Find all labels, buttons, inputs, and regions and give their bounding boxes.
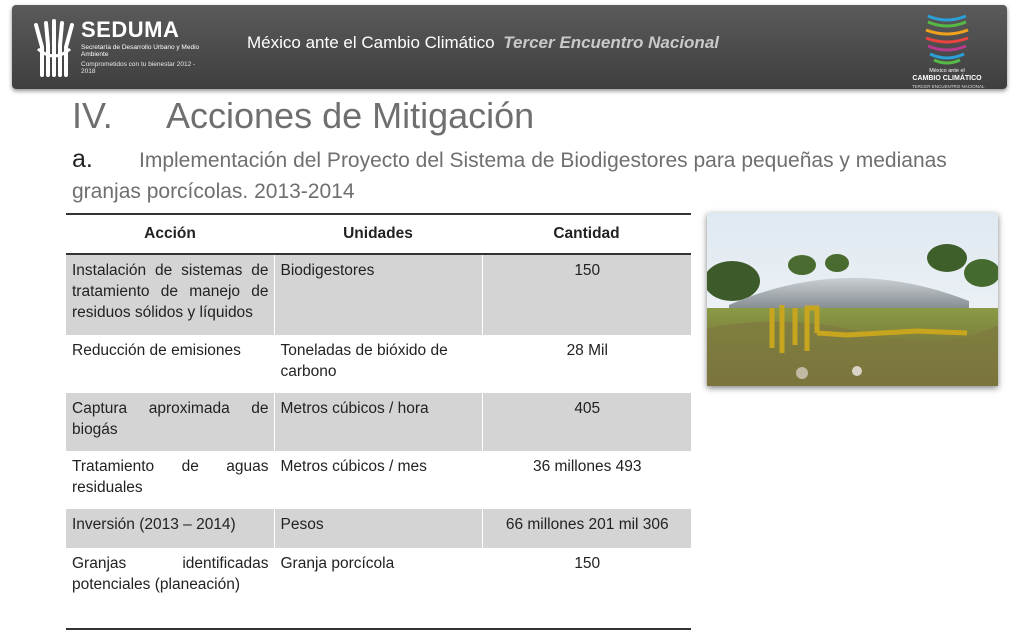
table-row — [66, 335, 691, 393]
subsection-text: Implementación del Proyecto del Sistema de Biodigestores para pequeñas y medianas granjas porcícolas. 2013-2014 — [72, 149, 947, 203]
action-cell: Granjas identificadas potenciales (planeación) — [66, 548, 274, 629]
column-header-quantity: Cantidad — [482, 214, 691, 254]
section-subheading — [72, 144, 952, 207]
units-cell: Metros cúbicos / hora — [274, 393, 482, 451]
units-cell: Metros cúbicos / mes — [274, 451, 482, 509]
quantity-cell: 28 Mil — [482, 335, 691, 393]
event-subtitle: Tercer Encuentro Nacional — [503, 33, 719, 52]
seduma-logo — [32, 19, 202, 83]
quantity-cell: 405 — [482, 393, 691, 451]
section-heading — [72, 95, 534, 137]
units-cell: Toneladas de bióxido de carbono — [274, 335, 482, 393]
section-title: Acciones de Mitigación — [166, 95, 535, 136]
column-header-action: Acción — [66, 214, 274, 254]
logo-name: SEDUMA — [81, 17, 180, 42]
action-cell: Reducción de emisiones — [72, 342, 241, 359]
action-cell: Tratamiento de aguas residuales — [72, 458, 269, 496]
quantity-cell: 36 millones 493 — [482, 451, 691, 509]
action-cell: Inversión (2013 – 2014) — [72, 516, 236, 533]
units-cell: Granja porcícola — [274, 548, 482, 629]
table-header-row — [66, 214, 691, 254]
quantity-cell: 150 — [482, 548, 691, 629]
logo-tagline: Comprometidos con tu bienestar 2012 - 2018 — [81, 61, 196, 75]
action-cell: Instalación de sistemas de tratamiento de manejo de residuos sólidos y líquidos — [72, 262, 269, 321]
event-logo-line1: México ante el — [929, 68, 965, 74]
event-logo-line3: TERCER ENCUENTRO NACIONAL — [912, 84, 985, 89]
banner-title — [247, 33, 719, 53]
units-cell: Biodigestores — [274, 254, 482, 335]
units-cell: Pesos — [274, 509, 482, 548]
seduma-emblem-icon — [32, 19, 76, 79]
section-number: IV. — [72, 95, 113, 136]
column-header-units: Unidades — [274, 214, 482, 254]
table-row — [66, 451, 691, 509]
header-banner — [12, 5, 1007, 89]
biodigester-image — [707, 213, 998, 386]
quantity-cell: 150 — [482, 254, 691, 335]
subsection-letter: a. — [72, 145, 93, 173]
table-row — [66, 393, 691, 451]
quantity-cell: 66 millones 201 mil 306 — [482, 509, 691, 548]
table-row — [66, 548, 691, 629]
table-row — [66, 254, 691, 335]
biodigester-photo — [707, 213, 998, 386]
event-title: México ante el Cambio Climático — [247, 33, 495, 52]
climate-change-logo-icon — [912, 10, 982, 66]
mitigation-table — [66, 213, 691, 630]
event-logo — [912, 10, 985, 90]
table-row — [66, 509, 691, 548]
logo-subtitle: Secretaría de Desarrollo Urbano y Medio Ambiente — [81, 44, 200, 58]
event-logo-line2: CAMBIO CLIMÁTICO — [912, 75, 982, 82]
action-cell: Captura aproximada de biogás — [72, 400, 269, 438]
